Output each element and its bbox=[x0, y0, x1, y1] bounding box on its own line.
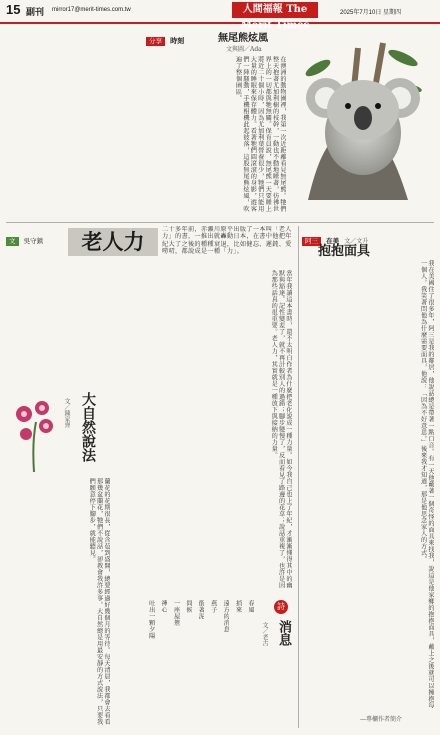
page-section: 副刊 bbox=[26, 8, 45, 18]
mama-title: 抱抱面具 bbox=[318, 244, 371, 259]
header-url[interactable]: mirror17@merit-times.com.tw bbox=[52, 7, 131, 13]
mama-article bbox=[300, 226, 434, 728]
poem-line: 銜著泥 bbox=[197, 600, 205, 620]
divider bbox=[6, 222, 434, 223]
article-body: 在澳洲的動物園裡，我第一次近距離看見無尾熊。牠們整天抱著尤加利樹的枝幹，一動也不動地睡著，彷彿世界上的一切都與牠無關。保育員說，無尾熊一天要睡上將近二十個小時，因為尤加利葉營養很少，牠們只能用大量的睡眠來保存體力。看著牠們圓滾滾的身影，遊客們一陣騷動，手機相機此起彼落，這股無尾熊炫風，吹遍了整個園區。 bbox=[234, 56, 286, 212]
section-badge: 阿三 bbox=[302, 237, 321, 246]
old-man-byline bbox=[6, 228, 43, 247]
section-label: 時刻 bbox=[170, 36, 185, 45]
koala-illustration bbox=[288, 28, 434, 200]
koala-article bbox=[6, 28, 434, 218]
poem-author: 文／老古 bbox=[261, 622, 268, 646]
poem-badge: 詩 bbox=[274, 600, 288, 614]
poem-article bbox=[114, 600, 296, 728]
divider bbox=[298, 226, 299, 728]
poem-line: 一座屋簷 bbox=[172, 600, 180, 626]
section-label: 吳守鎮 bbox=[23, 237, 44, 245]
mama-footer: —專欄作者簡介 bbox=[360, 716, 403, 723]
poem-line: 遠方的消息 bbox=[222, 600, 230, 633]
old-man-body: 當年我讀這本書時，還不太明白作者為什麼把老化說成一種力量。如今我自己也上了年紀，才漸漸懂得其中的幽默與豁達。記性變差了，就不再計較別人的過錯；腳步變慢了，反而看見了路邊的花草；說話重複了，也許是因為那些話真的很重要。老人力，其實就是一種放下與接納的力量。 bbox=[270, 270, 292, 589]
sayings-title: 大自然說法 bbox=[80, 392, 96, 462]
poem-line: 燕子 bbox=[209, 600, 217, 613]
mama-body: 我在美國住了很多年，阿三是我的鄰居，他說話總是帶著一點口音。有一天他戴著一個奇怪的面具來找我，說這是他家鄉的抱抱面具，戴上之後就可以擁抱每一個人。我笑著問他為什麼需要面具，他說：「因為不好意思。」後來我才知道，那是他思念家人的方式。 bbox=[419, 260, 434, 709]
section-label: 在美 bbox=[326, 237, 340, 245]
poem-lines bbox=[114, 600, 254, 728]
poem-line: 問候 bbox=[184, 600, 192, 613]
old-man-intro: 二十多年前，赤瀨川原平出版了一本叫「老人力」的書，一推出就轟動日本，在書中他把年紀大了之後的種種衰退，比如健忘、遲鈍、愛嘮叨，都說成是一種「力」。 bbox=[162, 226, 292, 256]
mama-author: 文／文升 bbox=[344, 238, 369, 245]
koala-section-tag bbox=[146, 28, 184, 47]
page-number: 15 bbox=[6, 2, 21, 17]
section-badge: 分享 bbox=[146, 37, 165, 46]
issue-date: 2025年7月10日 星期四 bbox=[340, 10, 402, 16]
sayings-article bbox=[6, 392, 110, 728]
poem-line: 春風 bbox=[247, 600, 254, 613]
old-man-title: 老人力 bbox=[68, 228, 158, 256]
section-badge: 文 bbox=[6, 237, 19, 246]
sayings-body: 蘭花的花期很長，從含苞到盛開，總要經過好幾個月的等待。每天清晨，我都會去看看那幾盆蘭花，牠們不說話，卻教會我許多事。大自然總是用最安靜的方式說法，只要我們願意停下腳步，就能聽見。 bbox=[88, 478, 110, 725]
poem-title: 消息 bbox=[276, 620, 291, 646]
orchid-illustration bbox=[6, 392, 62, 472]
poem-line: 吐出一顆夕陽 bbox=[147, 600, 155, 639]
sayings-author: 文／陳家齊 bbox=[63, 398, 70, 428]
poem-line: 捎來 bbox=[234, 600, 242, 613]
article-title: 無尾熊炫風 bbox=[218, 33, 268, 44]
brand-logo: 人間福報 The Merit Times bbox=[232, 2, 318, 18]
article-author: 文與圖／Ada bbox=[226, 46, 262, 53]
poem-line: 禪心 bbox=[160, 600, 168, 613]
